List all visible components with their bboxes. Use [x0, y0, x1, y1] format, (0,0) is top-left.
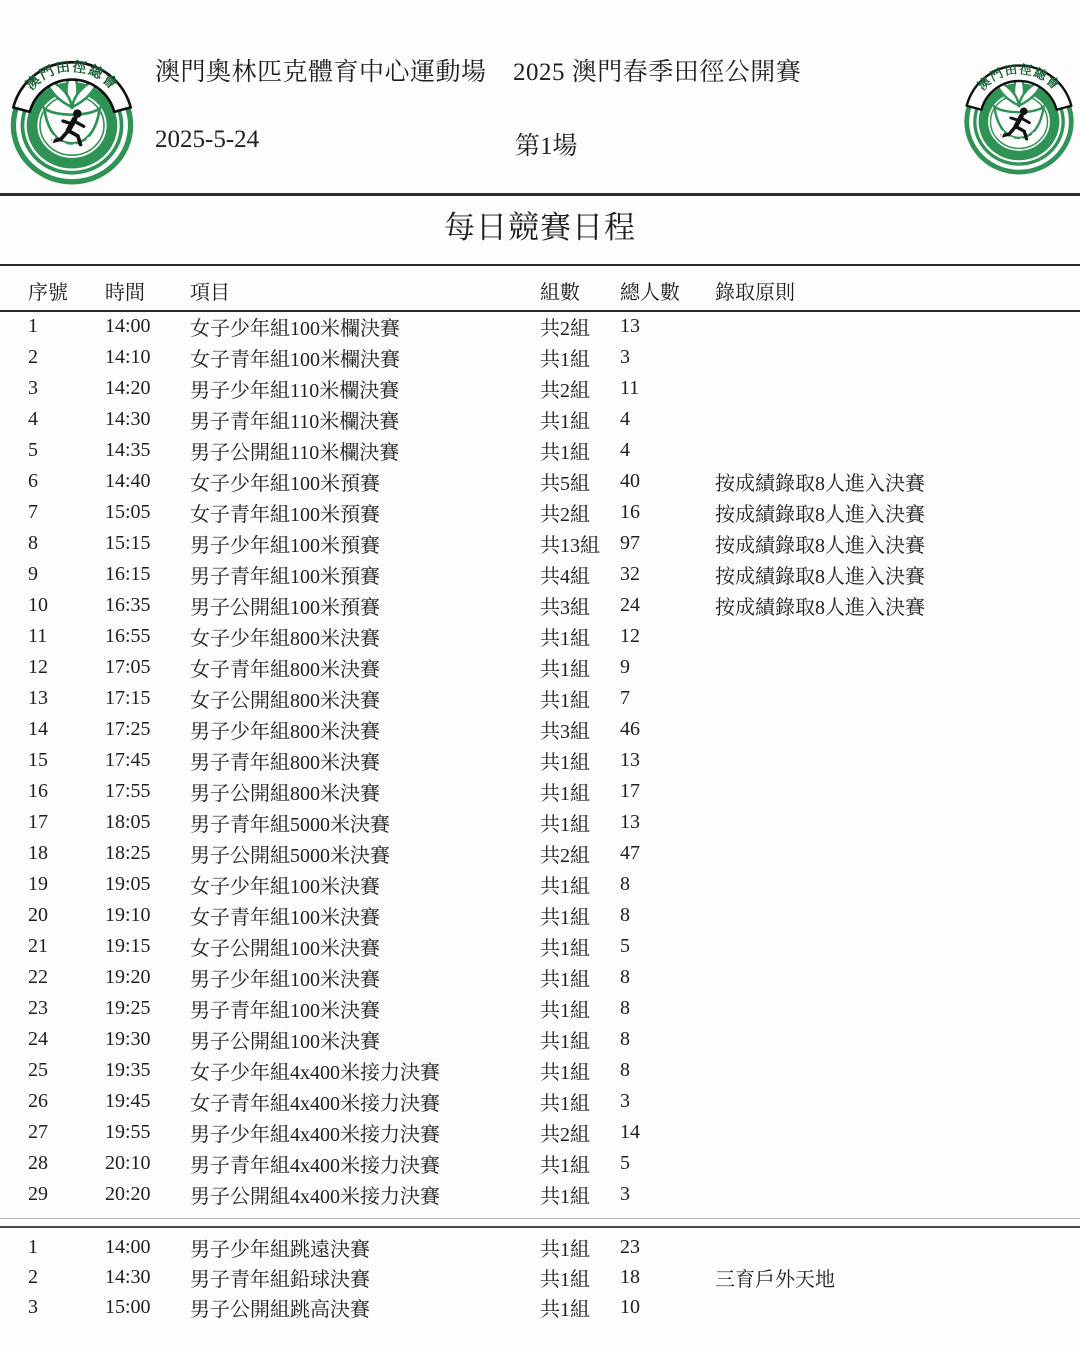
section-divider-dark [0, 1226, 1080, 1228]
table-row [0, 590, 1080, 621]
cell-time: 14:40 [105, 470, 151, 492]
table-row [0, 931, 1080, 962]
cell-event: 男子青年組100米決賽 [190, 1000, 380, 1022]
header-no: 序號 [28, 281, 68, 304]
cell-time: 14:30 [105, 408, 151, 430]
table-row [0, 404, 1080, 435]
cell-no: 21 [28, 935, 48, 957]
cell-no: 10 [28, 594, 48, 616]
cell-total: 8 [620, 873, 630, 895]
cell-no: 24 [28, 1028, 48, 1050]
cell-time: 16:15 [105, 563, 151, 585]
cell-total: 32 [620, 563, 640, 585]
agam-logo-right [962, 57, 1076, 177]
cell-groups: 共1組 [540, 1093, 590, 1115]
cell-no: 3 [28, 377, 38, 399]
cell-total: 47 [620, 842, 640, 864]
cell-no: 29 [28, 1183, 48, 1205]
cell-no: 4 [28, 408, 38, 430]
cell-event: 男子青年組5000米決賽 [190, 814, 390, 836]
cell-time: 14:00 [105, 315, 151, 337]
table-row [0, 1055, 1080, 1086]
cell-time: 20:20 [105, 1183, 151, 1205]
cell-time: 18:25 [105, 842, 151, 864]
table-row [0, 621, 1080, 652]
cell-total: 3 [620, 1183, 630, 1205]
cell-groups: 共1組 [540, 659, 590, 681]
cell-total: 5 [620, 1152, 630, 1174]
cell-event: 女子青年組100米預賽 [190, 504, 380, 526]
cell-groups: 共1組 [540, 814, 590, 836]
cell-time: 19:15 [105, 935, 151, 957]
cell-total: 8 [620, 904, 630, 926]
cell-total: 18 [620, 1265, 640, 1288]
cell-time: 16:55 [105, 625, 151, 647]
cell-time: 19:25 [105, 997, 151, 1019]
cell-time: 18:05 [105, 811, 151, 833]
cell-time: 17:55 [105, 780, 151, 802]
cell-time: 14:10 [105, 346, 151, 368]
cell-no: 5 [28, 439, 38, 461]
cell-event: 女子青年組800米決賽 [190, 659, 380, 681]
cell-event: 男子少年組100米決賽 [190, 969, 380, 991]
cell-groups: 共1組 [540, 690, 590, 712]
table-row [0, 1024, 1080, 1055]
cell-event: 男子公開組100米決賽 [190, 1031, 380, 1053]
header-event: 項目 [190, 281, 230, 304]
table-row [0, 528, 1080, 559]
cell-total: 17 [620, 780, 640, 802]
session-label: 第1場 [515, 133, 578, 160]
cell-total: 14 [620, 1121, 640, 1143]
cell-groups: 共1組 [540, 752, 590, 774]
cell-total: 40 [620, 470, 640, 492]
cell-groups: 共5組 [540, 473, 590, 495]
cell-total: 5 [620, 935, 630, 957]
table-row [0, 776, 1080, 807]
cell-no: 25 [28, 1059, 48, 1081]
cell-event: 男子少年組100米預賽 [190, 535, 380, 557]
agam-logo-left [8, 55, 136, 185]
cell-time: 14:35 [105, 439, 151, 461]
cell-event: 男子少年組跳遠決賽 [190, 1238, 370, 1261]
cell-groups: 共1組 [540, 1031, 590, 1053]
cell-groups: 共1組 [540, 969, 590, 991]
field-events-table [0, 1232, 1080, 1322]
cell-groups: 共1組 [540, 1062, 590, 1084]
cell-no: 23 [28, 997, 48, 1019]
cell-event: 男子青年組鉛球決賽 [190, 1268, 370, 1291]
cell-event: 男子青年組100米預賽 [190, 566, 380, 588]
cell-total: 8 [620, 1028, 630, 1050]
cell-total: 3 [620, 346, 630, 368]
cell-event: 男子公開組800米決賽 [190, 783, 380, 805]
header-time: 時間 [105, 281, 145, 304]
table-row [0, 1086, 1080, 1117]
cell-no: 14 [28, 718, 48, 740]
cell-no: 7 [28, 501, 38, 523]
cell-time: 20:10 [105, 1152, 151, 1174]
cell-groups: 共3組 [540, 597, 590, 619]
cell-no: 1 [28, 1235, 38, 1258]
cell-groups: 共3組 [540, 721, 590, 743]
table-row [0, 807, 1080, 838]
table-row [0, 745, 1080, 776]
cell-total: 3 [620, 1090, 630, 1112]
cell-event: 女子青年組100米欄決賽 [190, 349, 400, 371]
cell-event: 男子公開組100米預賽 [190, 597, 380, 619]
cell-time: 16:35 [105, 594, 151, 616]
table-row [0, 1232, 1080, 1262]
cell-no: 17 [28, 811, 48, 833]
cell-no: 20 [28, 904, 48, 926]
cell-principle: 按成績錄取8人進入決賽 [715, 535, 925, 557]
cell-groups: 共1組 [540, 1155, 590, 1177]
cell-total: 12 [620, 625, 640, 647]
cell-no: 19 [28, 873, 48, 895]
cell-total: 8 [620, 966, 630, 988]
cell-principle: 按成績錄取8人進入決賽 [715, 473, 925, 495]
cell-no: 2 [28, 346, 38, 368]
cell-time: 17:05 [105, 656, 151, 678]
divider-under-title [0, 264, 1080, 266]
cell-total: 24 [620, 594, 640, 616]
cell-no: 13 [28, 687, 48, 709]
cell-event: 男子公開組4x400米接力決賽 [190, 1186, 440, 1208]
table-row [0, 1262, 1080, 1292]
cell-time: 14:30 [105, 1265, 151, 1288]
cell-groups: 共2組 [540, 845, 590, 867]
cell-total: 10 [620, 1295, 640, 1318]
cell-groups: 共1組 [540, 349, 590, 371]
cell-event: 男子公開組5000米決賽 [190, 845, 390, 867]
cell-groups: 共13組 [540, 535, 600, 557]
cell-groups: 共1組 [540, 1238, 590, 1261]
cell-total: 97 [620, 532, 640, 554]
table-row [0, 683, 1080, 714]
cell-event: 男子少年組800米決賽 [190, 721, 380, 743]
table-row [0, 1292, 1080, 1322]
cell-no: 26 [28, 1090, 48, 1112]
table-row [0, 1148, 1080, 1179]
cell-event: 女子少年組100米決賽 [190, 876, 380, 898]
track-events-table [0, 311, 1080, 1210]
cell-groups: 共2組 [540, 504, 590, 526]
table-row [0, 559, 1080, 590]
cell-time: 14:00 [105, 1235, 151, 1258]
cell-total: 8 [620, 1059, 630, 1081]
cell-total: 13 [620, 811, 640, 833]
table-row [0, 1117, 1080, 1148]
header-total: 總人數 [620, 281, 680, 304]
cell-event: 男子青年組110米欄決賽 [190, 411, 400, 433]
cell-no: 27 [28, 1121, 48, 1143]
section-divider-light [0, 1218, 1080, 1219]
cell-no: 28 [28, 1152, 48, 1174]
cell-event: 女子少年組800米決賽 [190, 628, 380, 650]
cell-event: 男子青年組4x400米接力決賽 [190, 1155, 440, 1177]
table-header-row [0, 273, 1080, 307]
cell-time: 17:15 [105, 687, 151, 709]
cell-no: 15 [28, 749, 48, 771]
cell-time: 19:45 [105, 1090, 151, 1112]
cell-no: 3 [28, 1295, 38, 1318]
cell-event: 男子公開組跳高決賽 [190, 1298, 370, 1321]
cell-total: 16 [620, 501, 640, 523]
cell-groups: 共1組 [540, 1186, 590, 1208]
cell-no: 2 [28, 1265, 38, 1288]
cell-time: 17:45 [105, 749, 151, 771]
cell-groups: 共1組 [540, 907, 590, 929]
table-row [0, 652, 1080, 683]
cell-time: 17:25 [105, 718, 151, 740]
table-row [0, 466, 1080, 497]
cell-time: 15:15 [105, 532, 151, 554]
cell-time: 19:05 [105, 873, 151, 895]
cell-principle: 三育戶外天地 [715, 1268, 835, 1291]
cell-groups: 共2組 [540, 1124, 590, 1146]
table-row [0, 342, 1080, 373]
table-row [0, 497, 1080, 528]
cell-total: 11 [620, 377, 640, 399]
cell-no: 1 [28, 315, 38, 337]
header-principle: 錄取原則 [715, 281, 795, 304]
cell-total: 13 [620, 315, 640, 337]
cell-groups: 共1組 [540, 411, 590, 433]
cell-groups: 共2組 [540, 380, 590, 402]
cell-total: 8 [620, 997, 630, 1019]
cell-event: 男子少年組4x400米接力決賽 [190, 1124, 440, 1146]
cell-no: 6 [28, 470, 38, 492]
cell-groups: 共1組 [540, 442, 590, 464]
cell-total: 4 [620, 408, 630, 430]
cell-principle: 按成績錄取8人進入決賽 [715, 504, 925, 526]
cell-groups: 共1組 [540, 783, 590, 805]
competition-name: 2025 澳門春季田徑公開賽 [513, 59, 802, 86]
table-row [0, 838, 1080, 869]
cell-total: 4 [620, 439, 630, 461]
cell-groups: 共1組 [540, 876, 590, 898]
page-title: 每日競賽日程 [444, 210, 636, 245]
cell-time: 14:20 [105, 377, 151, 399]
event-date: 2025-5-24 [155, 126, 260, 153]
cell-no: 8 [28, 532, 38, 554]
cell-total: 7 [620, 687, 630, 709]
cell-no: 22 [28, 966, 48, 988]
table-row [0, 993, 1080, 1024]
cell-groups: 共1組 [540, 1268, 590, 1291]
table-row [0, 714, 1080, 745]
cell-event: 女子青年組4x400米接力決賽 [190, 1093, 440, 1115]
cell-time: 19:30 [105, 1028, 151, 1050]
cell-no: 18 [28, 842, 48, 864]
cell-time: 15:05 [105, 501, 151, 523]
table-row [0, 869, 1080, 900]
cell-event: 女子青年組100米決賽 [190, 907, 380, 929]
cell-groups: 共4組 [540, 566, 590, 588]
cell-no: 9 [28, 563, 38, 585]
cell-event: 女子少年組4x400米接力決賽 [190, 1062, 440, 1084]
cell-groups: 共1組 [540, 938, 590, 960]
cell-principle: 按成績錄取8人進入決賽 [715, 566, 925, 588]
cell-groups: 共2組 [540, 318, 590, 340]
cell-event: 男子少年組110米欄決賽 [190, 380, 400, 402]
cell-event: 男子公開組110米欄決賽 [190, 442, 400, 464]
venue-name: 澳門奧林匹克體育中心運動場 [155, 59, 487, 86]
cell-no: 16 [28, 780, 48, 802]
cell-time: 19:10 [105, 904, 151, 926]
cell-event: 女子少年組100米預賽 [190, 473, 380, 495]
table-row [0, 900, 1080, 931]
cell-event: 女子公開組800米決賽 [190, 690, 380, 712]
cell-event: 女子少年組100米欄決賽 [190, 318, 400, 340]
cell-event: 女子公開組100米決賽 [190, 938, 380, 960]
cell-principle: 按成績錄取8人進入決賽 [715, 597, 925, 619]
cell-groups: 共1組 [540, 1298, 590, 1321]
cell-groups: 共1組 [540, 1000, 590, 1022]
table-row [0, 962, 1080, 993]
table-row [0, 1179, 1080, 1210]
cell-total: 23 [620, 1235, 640, 1258]
cell-no: 12 [28, 656, 48, 678]
cell-total: 46 [620, 718, 640, 740]
cell-time: 19:55 [105, 1121, 151, 1143]
table-row [0, 373, 1080, 404]
cell-groups: 共1組 [540, 628, 590, 650]
cell-total: 9 [620, 656, 630, 678]
header-groups: 組數 [540, 281, 580, 304]
cell-no: 11 [28, 625, 48, 647]
cell-event: 男子青年組800米決賽 [190, 752, 380, 774]
cell-time: 19:35 [105, 1059, 151, 1081]
table-row [0, 311, 1080, 342]
cell-total: 13 [620, 749, 640, 771]
table-row [0, 435, 1080, 466]
cell-time: 19:20 [105, 966, 151, 988]
divider-top [0, 193, 1080, 196]
cell-time: 15:00 [105, 1295, 151, 1318]
